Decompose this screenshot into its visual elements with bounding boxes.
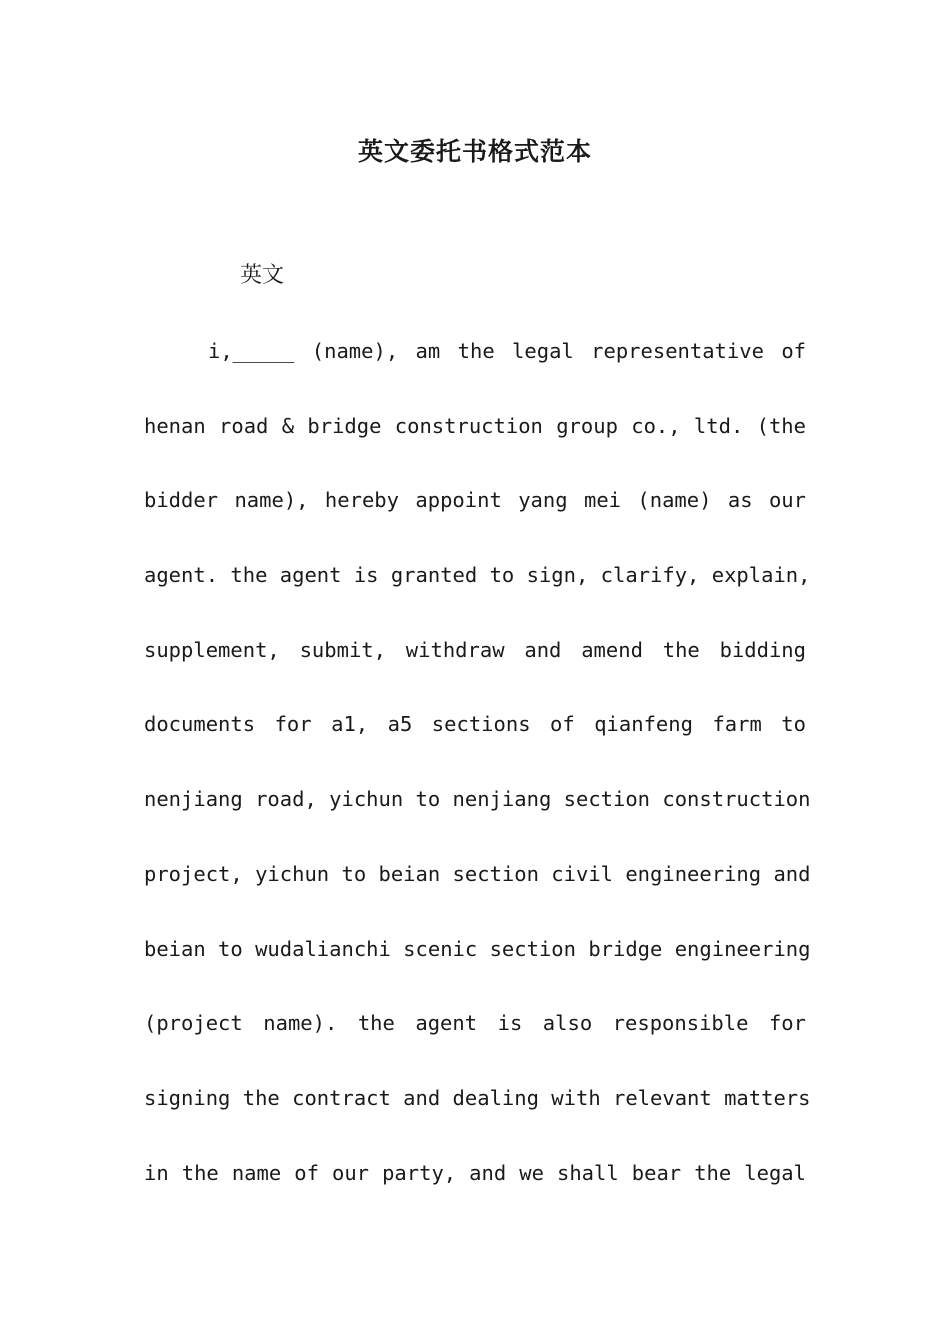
paragraph-line: (project name). the agent is also responsible for	[144, 1011, 806, 1036]
paragraph-line: supplement, submit, withdraw and amend the bidding	[144, 637, 806, 662]
paragraph-line: i,_____ (name), am the legal representative of	[208, 339, 806, 363]
body-paragraph	[144, 332, 811, 1228]
paragraph-line: project, yichun to beian section civil engineering and	[144, 861, 811, 886]
paragraph-line: bidder name), hereby appoint yang mei (name) as our	[144, 488, 806, 513]
paragraph-line: documents for a1, a5 sections of qianfeng farm to	[144, 712, 806, 737]
paragraph-line: beian to wudalianchi scenic section bridge engineering	[144, 936, 811, 961]
paragraph-line: henan road & bridge construction group co., ltd. (the	[144, 413, 806, 438]
paragraph-line: agent. the agent is granted to sign, clarify, explain,	[144, 563, 811, 588]
section-label: 英文	[240, 263, 285, 288]
paragraph-line: in the name of our party, and we shall bear the legal	[144, 1160, 806, 1185]
document-title: 英文委托书格式范本	[357, 137, 592, 166]
paragraph-line: signing the contract and dealing with relevant matters	[144, 1085, 811, 1110]
paragraph-line: nenjiang road, yichun to nenjiang section construction	[144, 787, 811, 812]
